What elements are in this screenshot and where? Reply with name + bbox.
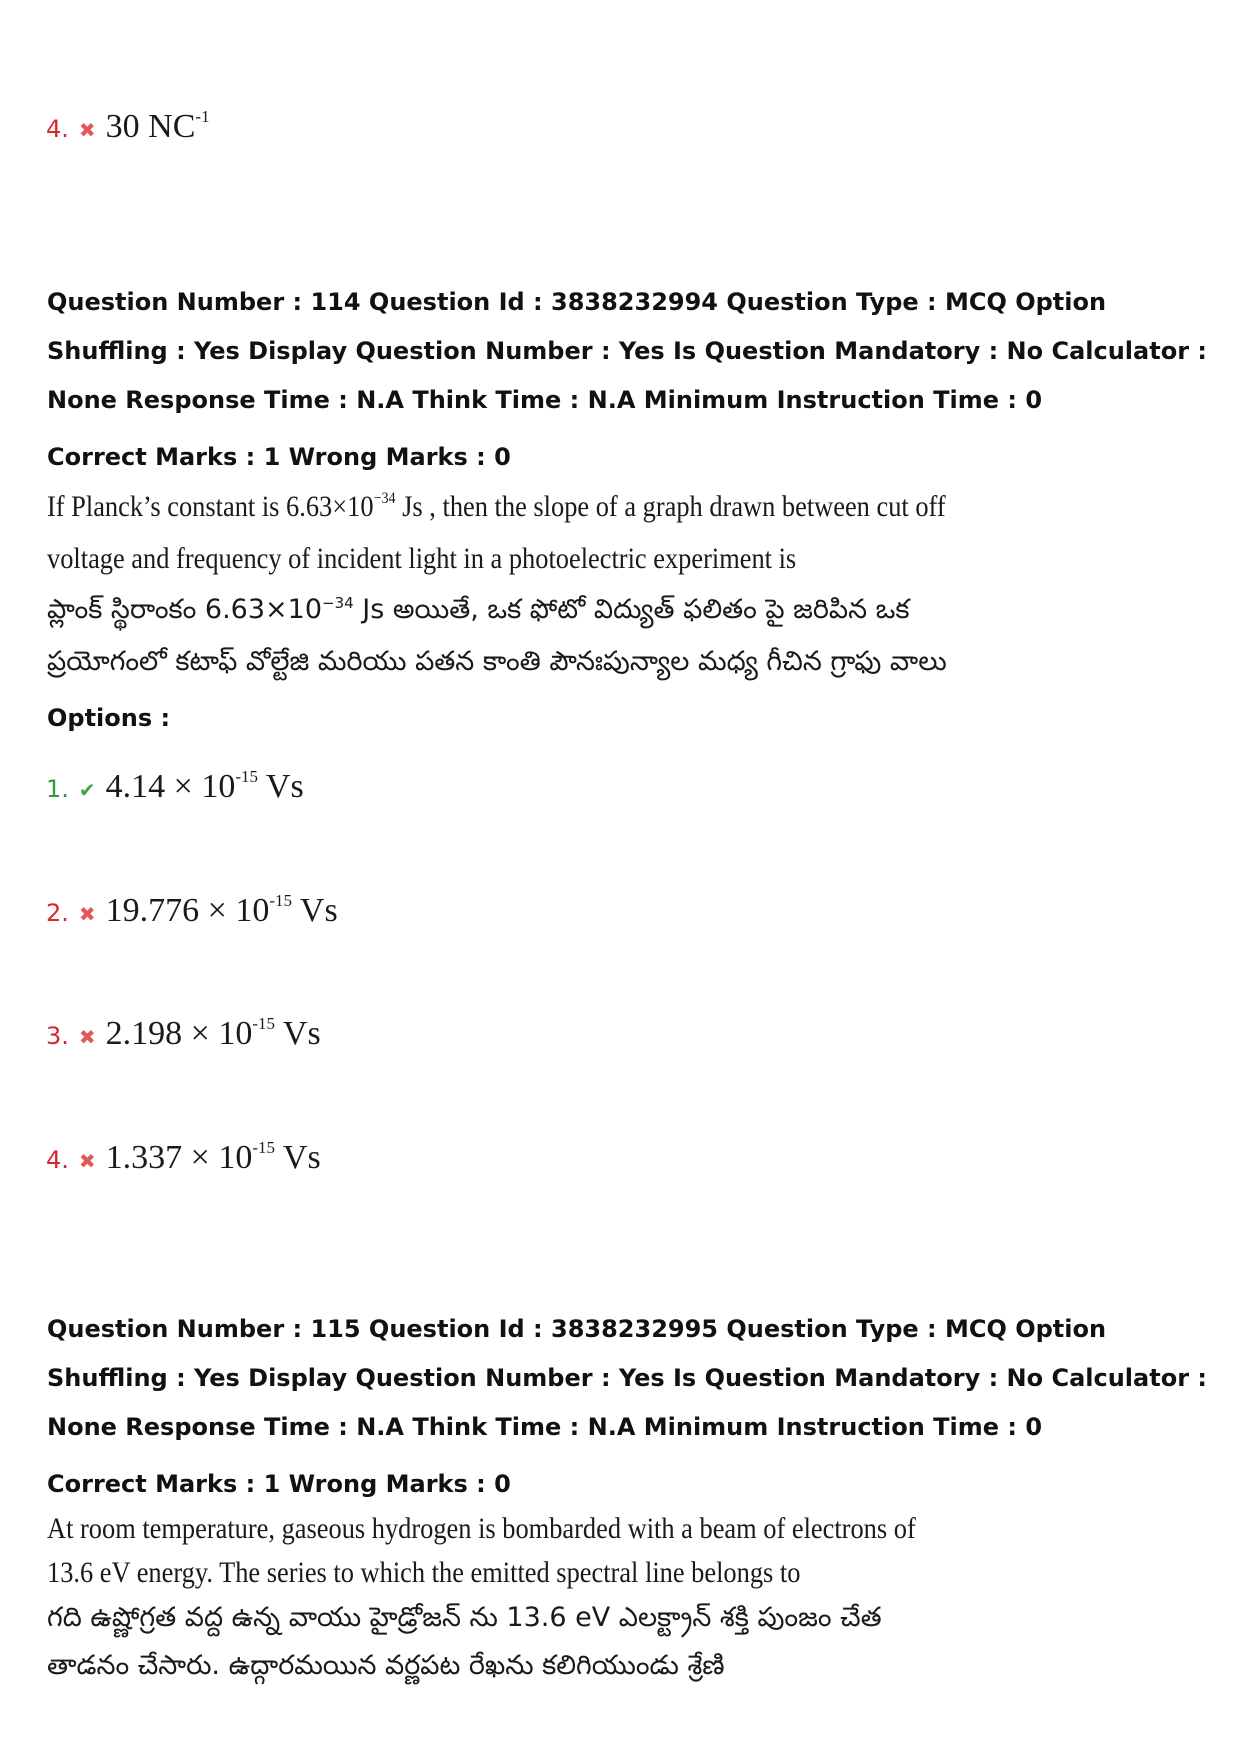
question-text-en-line1: At room temperature, gaseous hydrogen is bombarded with a beam of electrons of bbox=[47, 1512, 916, 1545]
option-text: 30 $NC^{-1}$ bbox=[105, 107, 210, 145]
option-3 bbox=[46, 1015, 321, 1053]
option-text: $19.776 \times 10^{-15}$ Vs bbox=[105, 891, 338, 929]
marks-info: Correct Marks : 1 Wrong Marks : 0 bbox=[47, 443, 511, 471]
option-text: $1.337 \times 10^{-15}$ Vs bbox=[105, 1138, 321, 1176]
option-1 bbox=[46, 768, 304, 806]
question-meta: Question Number : 114 Question Id : 3838232994 Question Type : MCQ Option Shuffling : Yes Display Question Number : Yes Is Question Mandatory : No Calculator : None Response Time : N.A Think Time : N.A Minimum Instruction Time : 0 bbox=[47, 288, 1207, 414]
check-icon: ✔ bbox=[78, 778, 96, 802]
options-label: Options : bbox=[47, 704, 171, 732]
option-text: $4.14 \times 10^{-15}$ Vs bbox=[105, 767, 304, 805]
option-number: 2. bbox=[46, 899, 69, 927]
question-text-te-line2: తాడనం చేసారు. ఉద్గారమయిన వర్ణపట రేఖను కలిగియుండు శ్రేణి bbox=[47, 1650, 725, 1681]
question-meta: Question Number : 115 Question Id : 3838232995 Question Type : MCQ Option Shuffling : Yes Display Question Number : Yes Is Question Mandatory : No Calculator : None Response Time : N.A Think Time : N.A Minimum Instruction Time : 0 bbox=[47, 1315, 1207, 1441]
option-text: $2.198 \times 10^{-15}$ Vs bbox=[105, 1014, 321, 1052]
option-2 bbox=[46, 892, 338, 930]
option-4 bbox=[46, 1139, 321, 1177]
cross-icon: ✖ bbox=[78, 902, 96, 926]
option-number: 4. bbox=[46, 1146, 69, 1174]
cross-icon: ✖ bbox=[78, 1149, 96, 1173]
option-number: 4. bbox=[46, 115, 69, 143]
cross-icon: ✖ bbox=[78, 118, 96, 142]
question-text-en-line2: voltage and frequency of incident light in a photoelectric experiment is bbox=[47, 542, 797, 575]
question-text-te-line1: గది ఉష్ణోగ్రత వద్ద ఉన్న వాయు హైడ్రోజన్ ను 13.6 eV ఎలక్ట్రాన్ శక్తి పుంజం చేత bbox=[47, 1602, 882, 1633]
question-text-te-line1: ప్లాంక్ స్థిరాంకం $6.63\times 10^{-34}$ Js అయితే, ఒక ఫోటో విద్యుత్ ఫలితం పై జరిపిన ఒక bbox=[47, 594, 910, 625]
marks-info: Correct Marks : 1 Wrong Marks : 0 bbox=[47, 1470, 511, 1498]
option-number: 1. bbox=[46, 775, 69, 803]
cross-icon: ✖ bbox=[78, 1025, 96, 1049]
option-number: 3. bbox=[46, 1022, 69, 1050]
question-text-te-line2: ప్రయోగంలో కటాఫ్ వోల్టేజి మరియు పతన కాంతి పౌనఃపున్యాల మధ్య గీచిన గ్రాఫు వాలు bbox=[47, 646, 947, 677]
question-text-en-line1: If Planck’s constant is $6.63\times 10^{-34}$ Js , then the slope of a graph drawn between cut off bbox=[47, 490, 946, 523]
question-text-en-line2: 13.6 eV energy. The series to which the emitted spectral line belongs to bbox=[47, 1556, 801, 1589]
prev-option-4 bbox=[46, 108, 210, 146]
